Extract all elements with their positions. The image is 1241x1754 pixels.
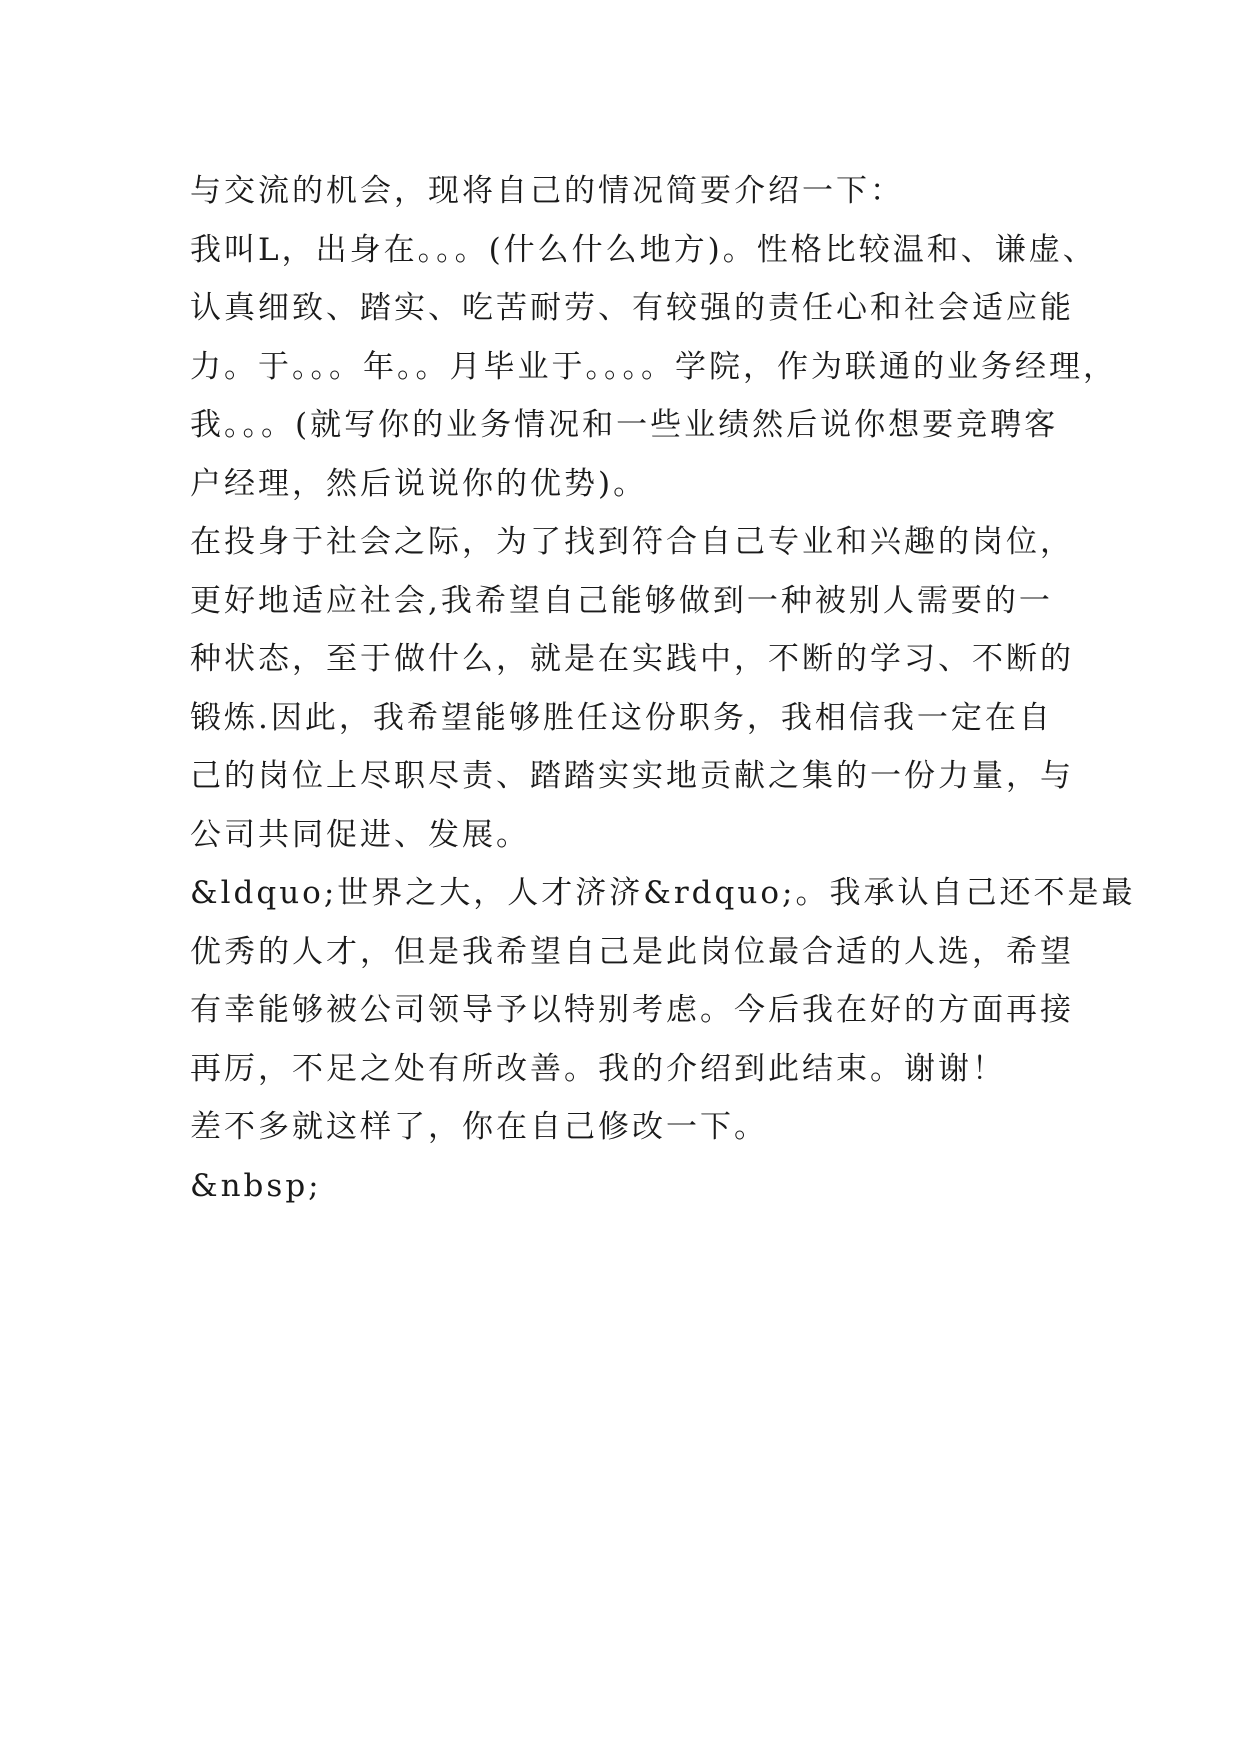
text-line: 在投身于社会之际，为了找到符合自己专业和兴趣的岗位， <box>190 524 1074 560</box>
text-line: 我叫L，出身在。。。(什么什么地方)。性格比较温和、谦虚、 <box>190 231 1097 268</box>
text-line: 优秀的人才，但是我希望自己是此岗位最合适的人选，希望 <box>190 933 1074 970</box>
text-line: 种状态，至于做什么，就是在实践中，不断的学习、不断的 <box>190 641 1074 677</box>
text-line: 力。于。。。年。。月毕业于。。。。学院，作为联通的业务经理， <box>190 348 1117 385</box>
text-line: 户经理，然后说说你的优势)。 <box>190 465 648 502</box>
text-line: 再厉，不足之处有所改善。我的介绍到此结束。谢谢！ <box>190 1050 1006 1087</box>
text-line: &ldquo;世界之大，人才济济&rdquo;。我承认自己还不是最 <box>190 875 1136 911</box>
text-line: 认真细致、踏实、吃苦耐劳、有较强的责任心和社会适应能 <box>190 290 1074 326</box>
text-line: 己的岗位上尽职尽责、踏踏实实地贡献之集的一份力量，与 <box>190 758 1074 794</box>
text-line: 公司共同促进、发展。 <box>190 816 530 853</box>
text-line: 有幸能够被公司领导予以特别考虑。今后我在好的方面再接 <box>190 992 1074 1028</box>
text-line: 差不多就这样了，你在自己修改一下。 <box>190 1109 768 1145</box>
text-line: 更好地适应社会,我希望自己能够做到一种被别人需要的一 <box>190 582 1053 619</box>
text-line: 我。。。(就写你的业务情况和一些业绩然后说你想要竞聘客 <box>190 407 1059 443</box>
text-line: 与交流的机会，现将自己的情况简要介绍一下： <box>190 173 904 209</box>
text-line: 锻炼.因此，我希望能够胜任这份职务，我相信我一定在自 <box>190 699 1053 736</box>
document-body <box>190 162 1136 1215</box>
text-line: &nbsp; <box>190 1167 322 1204</box>
